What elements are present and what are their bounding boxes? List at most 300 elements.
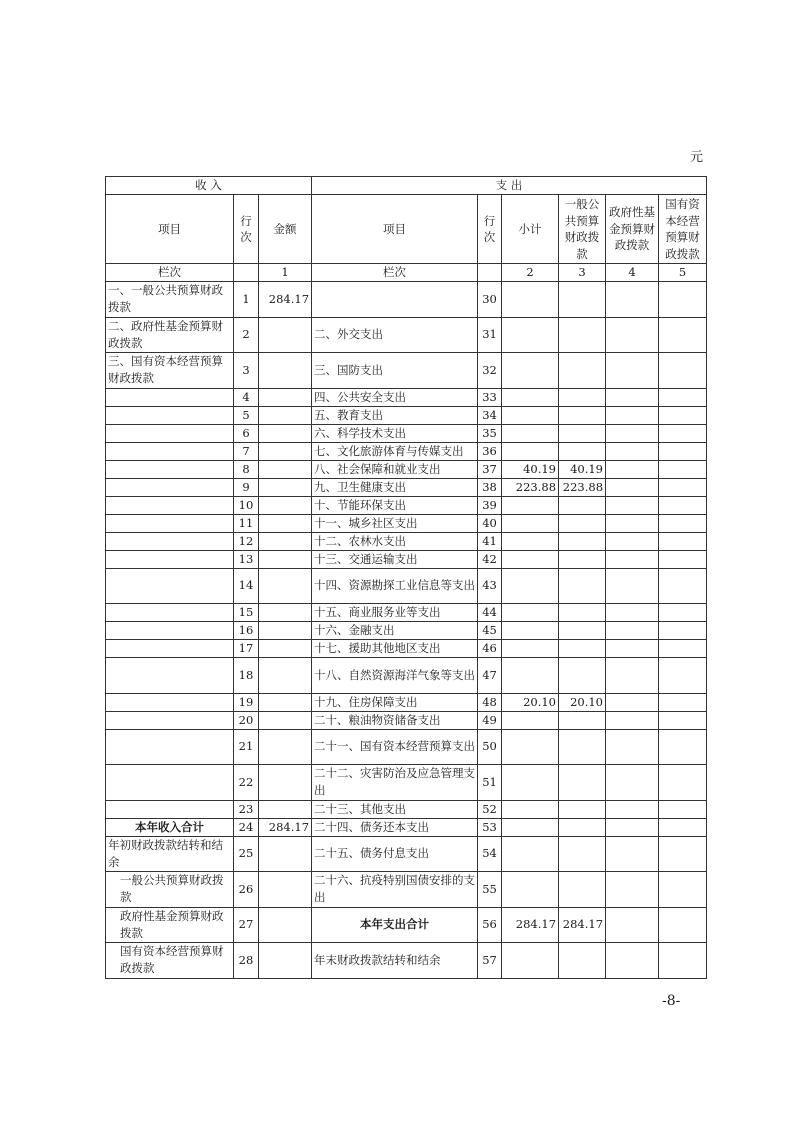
state-capital-amount — [659, 478, 707, 496]
expense-row-number: 51 — [478, 765, 502, 801]
income-row-number: 16 — [234, 622, 259, 640]
income-row-number: 22 — [234, 765, 259, 801]
subtotal-amount — [502, 658, 559, 694]
general-budget-amount — [559, 818, 606, 836]
general-budget-amount — [559, 406, 606, 424]
expense-item: 九、卫生健康支出 — [312, 478, 478, 496]
income-item — [106, 478, 234, 496]
expense-item: 二十三、其他支出 — [312, 800, 478, 818]
state-capital-amount — [659, 943, 707, 979]
expense-row-number: 32 — [478, 353, 502, 389]
expense-item: 十一、城乡社区支出 — [312, 514, 478, 532]
subtotal-amount — [502, 604, 559, 622]
income-amount — [259, 800, 312, 818]
expense-rowno-header: 行次 — [478, 195, 502, 264]
general-budget-amount — [559, 388, 606, 406]
fund-budget-amount — [606, 729, 659, 765]
subtotal-amount — [502, 406, 559, 424]
state-capital-amount — [659, 442, 707, 460]
subtotal-amount — [502, 622, 559, 640]
fund-budget-amount — [606, 532, 659, 550]
fund-budget-amount — [606, 353, 659, 389]
fund-budget-header: 政府性基金预算财政拨款 — [606, 195, 659, 264]
subtotal-amount — [502, 442, 559, 460]
income-item — [106, 568, 234, 604]
fund-budget-amount — [606, 765, 659, 801]
fund-budget-amount — [606, 514, 659, 532]
expense-item: 十三、交通运输支出 — [312, 550, 478, 568]
income-amount — [259, 424, 312, 442]
fund-budget-amount — [606, 943, 659, 979]
state-capital-amount — [659, 282, 707, 318]
general-budget-index: 3 — [559, 264, 606, 282]
subtotal-amount — [502, 532, 559, 550]
income-amount — [259, 388, 312, 406]
income-row-number: 9 — [234, 478, 259, 496]
income-amount — [259, 568, 312, 604]
expense-item — [312, 282, 478, 318]
empty-cell — [234, 264, 259, 282]
expense-item: 十七、援助其他地区支出 — [312, 640, 478, 658]
expense-row-number: 42 — [478, 550, 502, 568]
subtotal-amount — [502, 800, 559, 818]
table-row — [106, 532, 707, 550]
income-row-number: 25 — [234, 836, 259, 872]
general-budget-amount — [559, 800, 606, 818]
subtotal-amount: 40.19 — [502, 460, 559, 478]
income-item — [106, 604, 234, 622]
state-capital-header: 国有资本经营预算财政拨款 — [659, 195, 707, 264]
expense-row-number: 39 — [478, 496, 502, 514]
table-row — [106, 353, 707, 389]
unit-label: 元 — [690, 150, 704, 165]
expense-row-number: 50 — [478, 729, 502, 765]
general-budget-amount — [559, 550, 606, 568]
income-amount — [259, 550, 312, 568]
fund-budget-amount — [606, 317, 659, 353]
state-capital-amount — [659, 460, 707, 478]
general-budget-amount — [559, 282, 606, 318]
subtotal-header: 小计 — [502, 195, 559, 264]
table-row — [106, 550, 707, 568]
general-budget-amount — [559, 514, 606, 532]
subtotal-amount — [502, 711, 559, 729]
income-item: 国有资本经营预算财政拨款 — [106, 943, 234, 979]
expense-row-number: 41 — [478, 532, 502, 550]
expense-row-number: 35 — [478, 424, 502, 442]
income-item: 本年收入合计 — [106, 818, 234, 836]
table-row — [106, 872, 707, 908]
table-row — [106, 514, 707, 532]
income-row-number: 5 — [234, 406, 259, 424]
fund-budget-amount — [606, 496, 659, 514]
fund-budget-amount — [606, 568, 659, 604]
expense-item: 八、社会保障和就业支出 — [312, 460, 478, 478]
fund-budget-amount — [606, 907, 659, 943]
expense-row-number: 43 — [478, 568, 502, 604]
table-row — [106, 836, 707, 872]
general-budget-amount: 223.88 — [559, 478, 606, 496]
general-budget-amount — [559, 568, 606, 604]
income-item — [106, 406, 234, 424]
general-budget-amount — [559, 424, 606, 442]
fund-budget-amount — [606, 711, 659, 729]
income-item — [106, 622, 234, 640]
fund-budget-amount — [606, 640, 659, 658]
expense-row-number: 46 — [478, 640, 502, 658]
fund-budget-amount — [606, 872, 659, 908]
subtotal-amount — [502, 353, 559, 389]
expense-item: 六、科学技术支出 — [312, 424, 478, 442]
table-row — [106, 711, 707, 729]
income-item — [106, 388, 234, 406]
income-row-number: 3 — [234, 353, 259, 389]
general-budget-amount — [559, 353, 606, 389]
fund-budget-amount — [606, 282, 659, 318]
income-amount: 284.17 — [259, 818, 312, 836]
general-budget-amount — [559, 765, 606, 801]
general-budget-header: 一般公共预算财政拨款 — [559, 195, 606, 264]
subtotal-amount — [502, 640, 559, 658]
general-budget-amount — [559, 729, 606, 765]
subtotal-amount — [502, 424, 559, 442]
income-amount — [259, 478, 312, 496]
income-amount — [259, 872, 312, 908]
expense-row-number: 34 — [478, 406, 502, 424]
subtotal-amount — [502, 282, 559, 318]
state-capital-amount — [659, 604, 707, 622]
income-column-index-label: 栏次 — [106, 264, 234, 282]
income-row-number: 10 — [234, 496, 259, 514]
subtotal-amount: 284.17 — [502, 907, 559, 943]
income-item-header: 项目 — [106, 195, 234, 264]
expense-item: 本年支出合计 — [312, 907, 478, 943]
expense-row-number: 44 — [478, 604, 502, 622]
state-capital-amount — [659, 711, 707, 729]
income-row-number: 26 — [234, 872, 259, 908]
income-row-number: 18 — [234, 658, 259, 694]
expense-item: 三、国防支出 — [312, 353, 478, 389]
expense-row-number: 52 — [478, 800, 502, 818]
income-amount — [259, 640, 312, 658]
state-capital-amount — [659, 907, 707, 943]
income-item — [106, 496, 234, 514]
expense-item: 二十五、债务付息支出 — [312, 836, 478, 872]
table-row — [106, 442, 707, 460]
fund-budget-amount — [606, 388, 659, 406]
income-row-number: 20 — [234, 711, 259, 729]
expense-row-number: 40 — [478, 514, 502, 532]
fund-budget-amount — [606, 800, 659, 818]
income-amount — [259, 693, 312, 711]
state-capital-amount — [659, 836, 707, 872]
expense-item: 二十、粮油物资储备支出 — [312, 711, 478, 729]
income-row-number: 7 — [234, 442, 259, 460]
general-budget-amount — [559, 442, 606, 460]
general-budget-amount — [559, 943, 606, 979]
income-amount — [259, 711, 312, 729]
income-item — [106, 424, 234, 442]
expense-item: 二十六、抗疫特别国债安排的支出 — [312, 872, 478, 908]
general-budget-amount — [559, 872, 606, 908]
income-item — [106, 550, 234, 568]
income-amount: 284.17 — [259, 282, 312, 318]
state-capital-amount — [659, 729, 707, 765]
state-capital-index: 5 — [659, 264, 707, 282]
income-amount — [259, 622, 312, 640]
expense-item: 二、外交支出 — [312, 317, 478, 353]
income-row-number: 8 — [234, 460, 259, 478]
income-section-header: 收 入 — [106, 177, 312, 195]
general-budget-amount — [559, 836, 606, 872]
subtotal-amount — [502, 568, 559, 604]
income-amount — [259, 765, 312, 801]
income-item — [106, 442, 234, 460]
expense-item: 五、教育支出 — [312, 406, 478, 424]
income-row-number: 4 — [234, 388, 259, 406]
income-row-number: 28 — [234, 943, 259, 979]
state-capital-amount — [659, 693, 707, 711]
state-capital-amount — [659, 317, 707, 353]
expense-row-number: 57 — [478, 943, 502, 979]
table-row — [106, 800, 707, 818]
fund-budget-amount — [606, 424, 659, 442]
income-row-number: 15 — [234, 604, 259, 622]
income-amount — [259, 943, 312, 979]
state-capital-amount — [659, 658, 707, 694]
subtotal-amount — [502, 836, 559, 872]
table-row — [106, 317, 707, 353]
income-amount — [259, 836, 312, 872]
fund-budget-amount — [606, 478, 659, 496]
subtotal-amount — [502, 550, 559, 568]
expense-row-number: 53 — [478, 818, 502, 836]
income-row-number: 14 — [234, 568, 259, 604]
expense-row-number: 36 — [478, 442, 502, 460]
subtotal-amount — [502, 496, 559, 514]
expense-item: 二十一、国有资本经营预算支出 — [312, 729, 478, 765]
general-budget-amount — [559, 640, 606, 658]
state-capital-amount — [659, 550, 707, 568]
general-budget-amount: 20.10 — [559, 693, 606, 711]
fund-budget-amount — [606, 550, 659, 568]
table-row — [106, 907, 707, 943]
expense-column-index-label: 栏次 — [312, 264, 478, 282]
general-budget-amount — [559, 532, 606, 550]
page-number: -8- — [662, 993, 681, 1009]
expense-row-number: 30 — [478, 282, 502, 318]
subtotal-amount — [502, 729, 559, 765]
income-item — [106, 765, 234, 801]
table-row — [106, 640, 707, 658]
fund-budget-amount — [606, 658, 659, 694]
state-capital-amount — [659, 406, 707, 424]
expense-item: 十八、自然资源海洋气象等支出 — [312, 658, 478, 694]
table-row — [106, 658, 707, 694]
expense-item: 年末财政拨款结转和结余 — [312, 943, 478, 979]
expense-row-number: 37 — [478, 460, 502, 478]
income-amount — [259, 442, 312, 460]
subtotal-amount — [502, 765, 559, 801]
fund-budget-amount — [606, 604, 659, 622]
general-budget-amount — [559, 317, 606, 353]
table-row — [106, 388, 707, 406]
state-capital-amount — [659, 424, 707, 442]
general-budget-amount: 284.17 — [559, 907, 606, 943]
table-row — [106, 424, 707, 442]
income-item — [106, 658, 234, 694]
expense-row-number: 45 — [478, 622, 502, 640]
expense-section-header: 支 出 — [312, 177, 707, 195]
income-item — [106, 514, 234, 532]
income-row-number: 19 — [234, 693, 259, 711]
general-budget-amount — [559, 622, 606, 640]
income-row-number: 12 — [234, 532, 259, 550]
fund-budget-amount — [606, 622, 659, 640]
expense-row-number: 56 — [478, 907, 502, 943]
income-item: 三、国有资本经营预算财政拨款 — [106, 353, 234, 389]
income-amount — [259, 353, 312, 389]
table-row — [106, 818, 707, 836]
income-item: 一、一般公共预算财政拨款 — [106, 282, 234, 318]
expense-item: 四、公共安全支出 — [312, 388, 478, 406]
income-row-number: 2 — [234, 317, 259, 353]
empty-cell — [478, 264, 502, 282]
expense-row-number: 47 — [478, 658, 502, 694]
income-row-number: 1 — [234, 282, 259, 318]
state-capital-amount — [659, 388, 707, 406]
income-item: 年初财政拨款结转和结余 — [106, 836, 234, 872]
fund-budget-amount — [606, 460, 659, 478]
state-capital-amount — [659, 872, 707, 908]
table-row — [106, 478, 707, 496]
subtotal-amount — [502, 872, 559, 908]
table-row — [106, 604, 707, 622]
expense-item: 二十四、债务还本支出 — [312, 818, 478, 836]
general-budget-amount — [559, 658, 606, 694]
subtotal-amount — [502, 514, 559, 532]
expense-item: 十五、商业服务业等支出 — [312, 604, 478, 622]
expense-row-number: 33 — [478, 388, 502, 406]
expense-item: 十四、资源勘探工业信息等支出 — [312, 568, 478, 604]
expense-item: 十、节能环保支出 — [312, 496, 478, 514]
table-row — [106, 622, 707, 640]
income-item — [106, 729, 234, 765]
income-item: 一般公共预算财政拨款 — [106, 872, 234, 908]
expense-row-number: 38 — [478, 478, 502, 496]
fund-budget-amount — [606, 693, 659, 711]
income-amount — [259, 907, 312, 943]
income-item — [106, 693, 234, 711]
state-capital-amount — [659, 640, 707, 658]
expense-item: 七、文化旅游体育与传媒支出 — [312, 442, 478, 460]
expense-row-number: 48 — [478, 693, 502, 711]
income-amount — [259, 496, 312, 514]
general-budget-amount — [559, 496, 606, 514]
table-row — [106, 943, 707, 979]
subtotal-amount — [502, 818, 559, 836]
subtotal-index: 2 — [502, 264, 559, 282]
income-row-number: 21 — [234, 729, 259, 765]
table-row — [106, 496, 707, 514]
income-row-number: 6 — [234, 424, 259, 442]
income-item — [106, 460, 234, 478]
expense-item: 十二、农林水支出 — [312, 532, 478, 550]
subtotal-amount — [502, 317, 559, 353]
expense-row-number: 49 — [478, 711, 502, 729]
general-budget-amount: 40.19 — [559, 460, 606, 478]
state-capital-amount — [659, 353, 707, 389]
general-budget-amount — [559, 604, 606, 622]
income-item: 二、政府性基金预算财政拨款 — [106, 317, 234, 353]
state-capital-amount — [659, 622, 707, 640]
state-capital-amount — [659, 514, 707, 532]
state-capital-amount — [659, 818, 707, 836]
expense-row-number: 31 — [478, 317, 502, 353]
fund-budget-amount — [606, 818, 659, 836]
income-amount — [259, 658, 312, 694]
subtotal-amount — [502, 388, 559, 406]
income-amount — [259, 406, 312, 424]
fund-budget-amount — [606, 836, 659, 872]
income-amount — [259, 532, 312, 550]
income-row-number: 23 — [234, 800, 259, 818]
income-amount — [259, 514, 312, 532]
fund-budget-amount — [606, 442, 659, 460]
fund-budget-index: 4 — [606, 264, 659, 282]
state-capital-amount — [659, 568, 707, 604]
state-capital-amount — [659, 532, 707, 550]
income-amount — [259, 604, 312, 622]
expense-item: 十六、金融支出 — [312, 622, 478, 640]
fiscal-appropriation-table — [105, 176, 707, 979]
state-capital-amount — [659, 496, 707, 514]
expense-item: 二十二、灾害防治及应急管理支出 — [312, 765, 478, 801]
subtotal-amount: 20.10 — [502, 693, 559, 711]
income-amount-header: 金额 — [259, 195, 312, 264]
income-amount-index: 1 — [259, 264, 312, 282]
expense-row-number: 55 — [478, 872, 502, 908]
table-row — [106, 729, 707, 765]
table-row — [106, 282, 707, 318]
income-item — [106, 640, 234, 658]
income-row-number: 17 — [234, 640, 259, 658]
table-row — [106, 765, 707, 801]
table-row — [106, 568, 707, 604]
income-amount — [259, 317, 312, 353]
income-row-number: 13 — [234, 550, 259, 568]
income-item — [106, 711, 234, 729]
income-item: 政府性基金预算财政拨款 — [106, 907, 234, 943]
income-amount — [259, 460, 312, 478]
table-row — [106, 460, 707, 478]
fund-budget-amount — [606, 406, 659, 424]
table-row — [106, 406, 707, 424]
table-row — [106, 693, 707, 711]
income-row-number: 11 — [234, 514, 259, 532]
expense-row-number: 54 — [478, 836, 502, 872]
income-item — [106, 532, 234, 550]
income-row-number: 24 — [234, 818, 259, 836]
state-capital-amount — [659, 765, 707, 801]
income-rowno-header: 行次 — [234, 195, 259, 264]
subtotal-amount — [502, 943, 559, 979]
income-amount — [259, 729, 312, 765]
general-budget-amount — [559, 711, 606, 729]
income-row-number: 27 — [234, 907, 259, 943]
state-capital-amount — [659, 800, 707, 818]
expense-item-header: 项目 — [312, 195, 478, 264]
